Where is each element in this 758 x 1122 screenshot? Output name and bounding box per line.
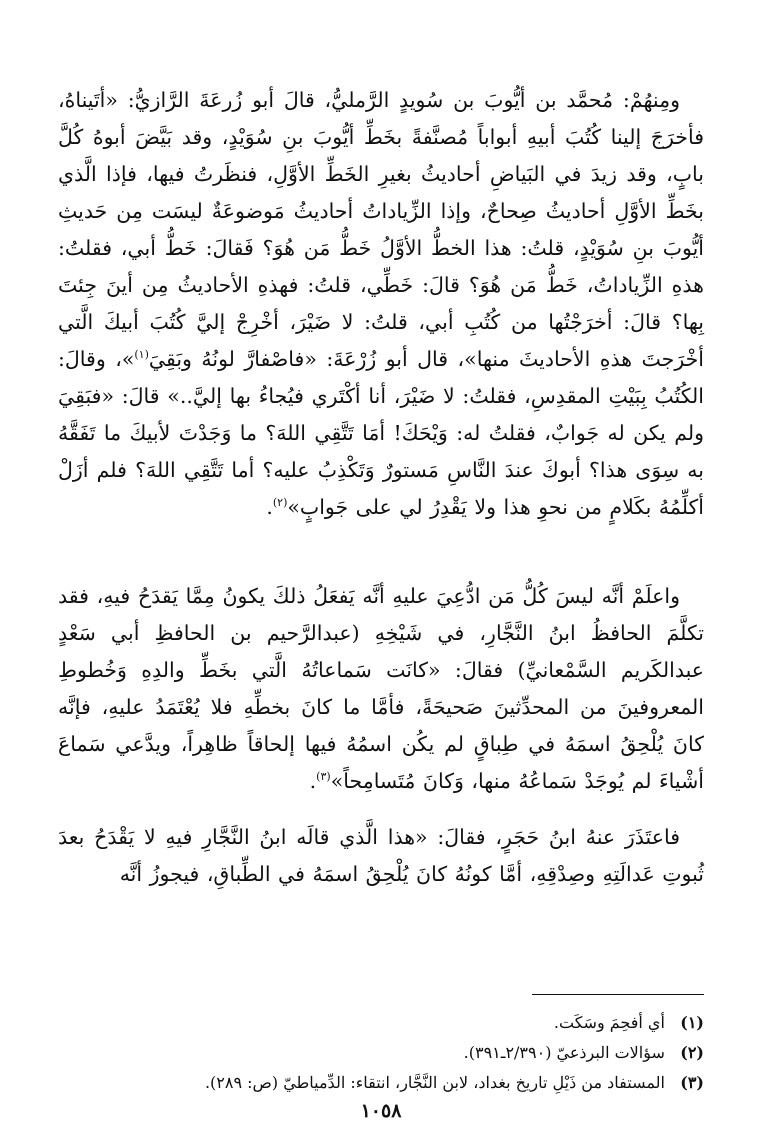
paragraph-1 (58, 82, 704, 526)
paragraph-2-text-b: . (309, 769, 317, 793)
footnote-2 (58, 1038, 704, 1068)
footnote-ref-3[interactable]: (٣) (316, 770, 331, 784)
paragraph-1-text-a: ومِنهُمْ: مُحمَّد بن أيُّوبَ بن سُويدٍ الرَّمليُّ، قالَ أبو زُرعَةَ الرَّازيُّ: «أتَيناهُ، فأخرَجَ إلينا كُتُبَ أبيهِ أبواباً مُصنَّفةً بخَطِّ أيُّوبَ بنِ سُوَيْدٍ، وقد بَيَّضَ أبوهُ كُلَّ بابٍ، وقد زيدَ في البَياضِ أحاديثُ بغيرِ الخَطِّ الأوَّلِ، فنظَرتُ فيها، فإذا الَّذي بخَطِّ الأوَّلِ أحاديثُ صِحاحٌ، وإذا الزِّياداتُ أحاديثُ مَوضوعَةٌ ليسَت مِن حَديثِ أيُّوبَ بنِ سُوَيْدٍ، قلتُ: هذا الخطُّ الأوَّلُ خَطُّ مَن هُوَ؟ فَقالَ: خَطُّ أبي، فقلتُ: هذهِ الزِّياداتُ، خَطُّ مَن هُوَ؟ قالَ: خَطِّي، قلتُ: فهذهِ الأحاديثُ مِن أينَ جِئتَ بِها؟ قالَ: أخرَجْتُها من كُتُبِ أبي، قلتُ: لا ضَيْرَ، أخْرِجْ إليَّ كُتُبَ أبيكَ الَّتي أخْرَجتَ هذهِ الأحاديثَ منها»، قال أبو زُرْعَةَ: «فاصْفارَّ لونُهُ وبَقِيَ (58, 88, 704, 371)
footnotes (58, 1008, 704, 1098)
page-number: ١٠٥٨ (360, 1100, 402, 1122)
footnote-text: أي أفحِمَ وسَكَت. (553, 1013, 665, 1032)
footnote-1 (58, 1008, 704, 1038)
paragraph-2-text-a: واعلَمْ أنَّه ليسَ كُلُّ مَن ادُّعِيَ عليهِ أنَّه يَفعَلُ ذلكَ يكونُ مِمَّا يَقدَحُ فيهِ، فقد تكلَّمَ الحافظُ ابنُ النَّجَّارِ، في شَيْخِهِ (عبدالرَّحيم بن الحافظِ أبي سَعْدٍ عبدالكَريم السَّمْعانيِّ) فقالَ: «كانَت سَماعاتُهُ الَّتي بخَطِّ والدِهِ وَخُطوطِ المعروفينَ من المحدِّثينَ صَحيحَةً، فأمَّا ما كانَ بخطِّهِ فلا يُعْتَمَدُ عليهِ، فإنَّه كانَ يُلْحِقُ اسمَهُ في طِباقٍ لم يكُن اسمُهُ فيها إلحاقاً ظاهِراً، ويدَّعي سَماعَ أشْياءَ لم يُوجَدْ سَماعُهُ منها، وَكانَ مُتَسامِحاً» (58, 584, 704, 793)
footnote-ref-1[interactable]: (١) (134, 348, 149, 362)
footnote-3 (58, 1068, 704, 1098)
footnote-ref-2[interactable]: (٢) (272, 496, 288, 510)
footnote-text: المستفاد من ذَيْلِ تاريخ بغداد، لابن النَّجَّار، انتقاء: الدِّمياطيّ (ص: ٢٨٩). (204, 1073, 665, 1092)
paragraph-3-text: فاعتَذَرَ عنهُ ابنُ حَجَرٍ، فقالَ: «هذا الَّذي قالَه ابنُ النَّجَّارِ فيهِ لا يَقْدَحُ بعدَ ثُبوتِ عَدالَتِهِ وصِدْقِهِ، أمَّا كونُهُ كانَ يُلْحِقُ اسمَهُ في الطِّباقِ، فيجوزُ أنَّه (58, 825, 704, 886)
footnote-text: سؤالات البرذعيّ (٢/٣٩٠ـ٣٩١). (463, 1043, 665, 1062)
page-body (58, 82, 704, 1122)
footnote-divider (532, 994, 704, 995)
footnote-number: (١) (680, 1013, 704, 1032)
footnote-number: (٢) (680, 1043, 704, 1062)
footnote-number: (٣) (680, 1073, 704, 1092)
paragraph-1-text-c: . (266, 495, 273, 519)
paragraph-1-text-b: »، وقالَ: الكُتُبُ بِبَيْتِ المقدِسِ، فقلتُ: لا ضَيْرَ، أنا أكْتَري فيُجاءُ بها إليَّ..» قالَ: «فبَقِيَ ولم يكن له جَوابٌ، فقلتُ له: وَيْحَكَ! أمَا تَتَّقِي اللهَ؟ ما وَجَدْتَ لأبيكَ ما تَفَقَّهُ به سِوَى هذا؟ أبوكَ عندَ النَّاسِ مَستورٌ وَتَكْذِبُ عليه؟ أما تَتَّقِي اللهَ؟ فلم أزَلْ أكلِّمُهُ بكَلامٍ من نحوِ هذا ولا يَقْدِرُ لي على جَوابٍ» (58, 347, 704, 519)
paragraph-2 (58, 578, 704, 800)
paragraph-3 (58, 819, 704, 893)
